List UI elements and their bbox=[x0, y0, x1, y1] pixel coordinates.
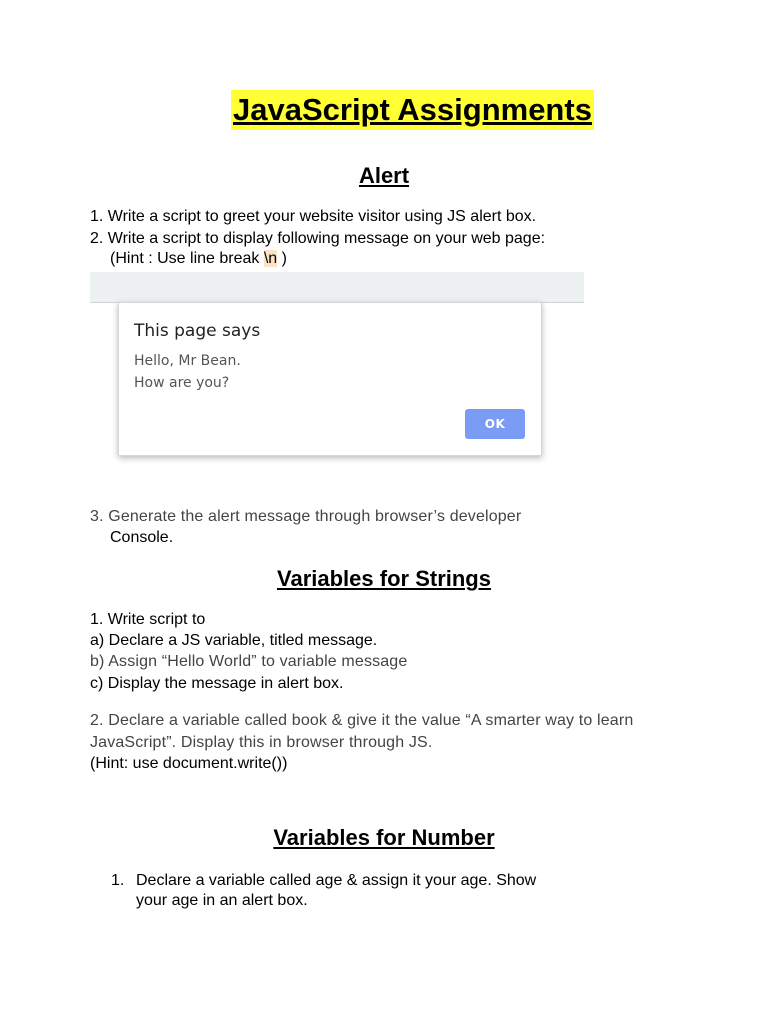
alert-hint-prefix: (Hint : Use line break bbox=[110, 250, 264, 267]
strings-item-1: 1. Write script to bbox=[90, 611, 206, 628]
alert-dialog-title: This page says bbox=[134, 321, 261, 341]
alert-item-1: 1. Write a script to greet your website visitor using JS alert box. bbox=[90, 208, 537, 225]
section-heading-alert: Alert bbox=[358, 163, 410, 188]
strings-item-c: c) Display the message in alert box. bbox=[90, 675, 344, 692]
alert-dialog-line-2: How are you? bbox=[134, 375, 230, 391]
alert-hint-suffix: ) bbox=[277, 250, 287, 267]
number-item-1-num: 1. bbox=[111, 872, 125, 889]
alert-dialog-line-1: Hello, Mr Bean. bbox=[134, 353, 241, 369]
alert-hint bbox=[110, 249, 287, 269]
strings-item-a: a) Declare a JS variable, titled message. bbox=[90, 632, 378, 649]
alert-item-3-line-2: Console. bbox=[110, 529, 174, 546]
alert-item-2: 2. Write a script to display following message on your web page: bbox=[90, 230, 546, 247]
section-heading-strings: Variables for Strings bbox=[277, 566, 491, 591]
alert-dialog bbox=[118, 302, 542, 456]
strings-item-2-line-2: JavaScript”. Display this in browser through JS. bbox=[90, 734, 433, 751]
number-item-1-line-1: Declare a variable called age & assign it your age. Show bbox=[136, 872, 537, 889]
alert-item-3-line-1: 3. Generate the alert message through browser’s developer bbox=[90, 508, 522, 525]
ok-button[interactable]: OK bbox=[465, 409, 525, 439]
section-heading-number: Variables for Number bbox=[273, 825, 495, 850]
strings-item-2-line-1: 2. Declare a variable called book & give it the value “A smarter way to learn bbox=[90, 712, 634, 729]
strings-item-b: b) Assign “Hello World” to variable message bbox=[90, 653, 408, 670]
number-item-1-line-2: your age in an alert box. bbox=[136, 892, 308, 909]
alert-hint-code: \n bbox=[263, 250, 278, 267]
page-title: JavaScript Assignments bbox=[231, 90, 594, 130]
strings-hint: (Hint: use document.write()) bbox=[90, 755, 288, 772]
browser-bar bbox=[90, 272, 584, 303]
